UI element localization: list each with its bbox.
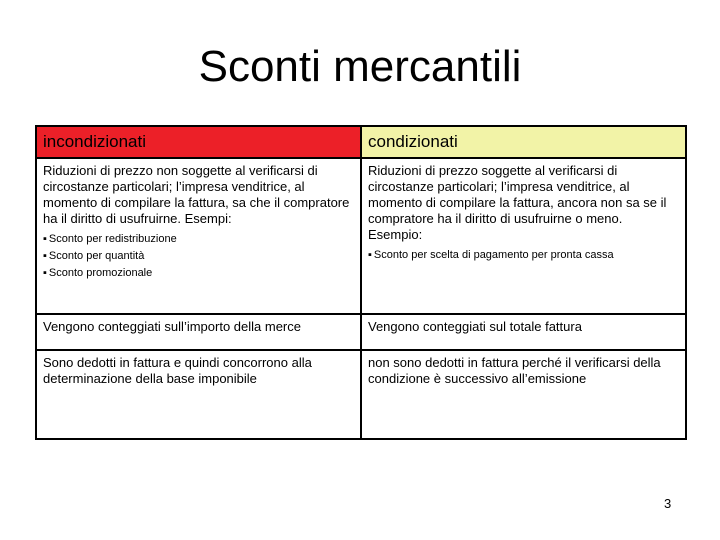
discount-table <box>35 125 687 440</box>
example-list <box>43 231 354 282</box>
definition-text: Riduzioni di prezzo soggette al verificarsi di circostanze particolari; l’impresa venditrice, al momento di compilare la fattura, ancora non sa se il compratore ha il diritto di usufruirne o meno. Esempio: <box>368 163 667 242</box>
slide-title: Sconti mercantili <box>198 42 522 91</box>
cell-calculation-incondizionati: Vengono conteggiati sull’importo della merce <box>36 314 361 350</box>
table-row <box>36 314 686 350</box>
cell-deduction-incondizionati: Sono dedotti in fattura e quindi concorrono alla determinazione della base imponibile <box>36 350 361 439</box>
example-list <box>368 247 679 264</box>
header-condizionati: condizionati <box>361 126 686 158</box>
page-number: 3 <box>664 496 672 511</box>
table-header-row <box>36 126 686 158</box>
list-item: ▪ Sconto per scelta di pagamento per pronta cassa <box>368 247 679 264</box>
list-item: ▪ Sconto promozionale <box>43 265 354 282</box>
list-item: ▪ Sconto per quantità <box>43 248 354 265</box>
definition-text: Riduzioni di prezzo non soggette al verificarsi di circostanze particolari; l’impresa venditrice, al momento di compilare la fattura, sa che il compratore ha il diritto di usufruirne. Esempi: <box>43 163 350 226</box>
header-incondizionati: incondizionati <box>36 126 361 158</box>
table-row <box>36 350 686 439</box>
table-row <box>36 158 686 314</box>
list-item: ▪ Sconto per redistribuzione <box>43 231 354 248</box>
cell-definition-incondizionati <box>36 158 361 314</box>
cell-deduction-condizionati: non sono dedotti in fattura perché il verificarsi della condizione è successivo all’emissione <box>361 350 686 439</box>
cell-definition-condizionati <box>361 158 686 314</box>
cell-calculation-condizionati: Vengono conteggiati sul totale fattura <box>361 314 686 350</box>
